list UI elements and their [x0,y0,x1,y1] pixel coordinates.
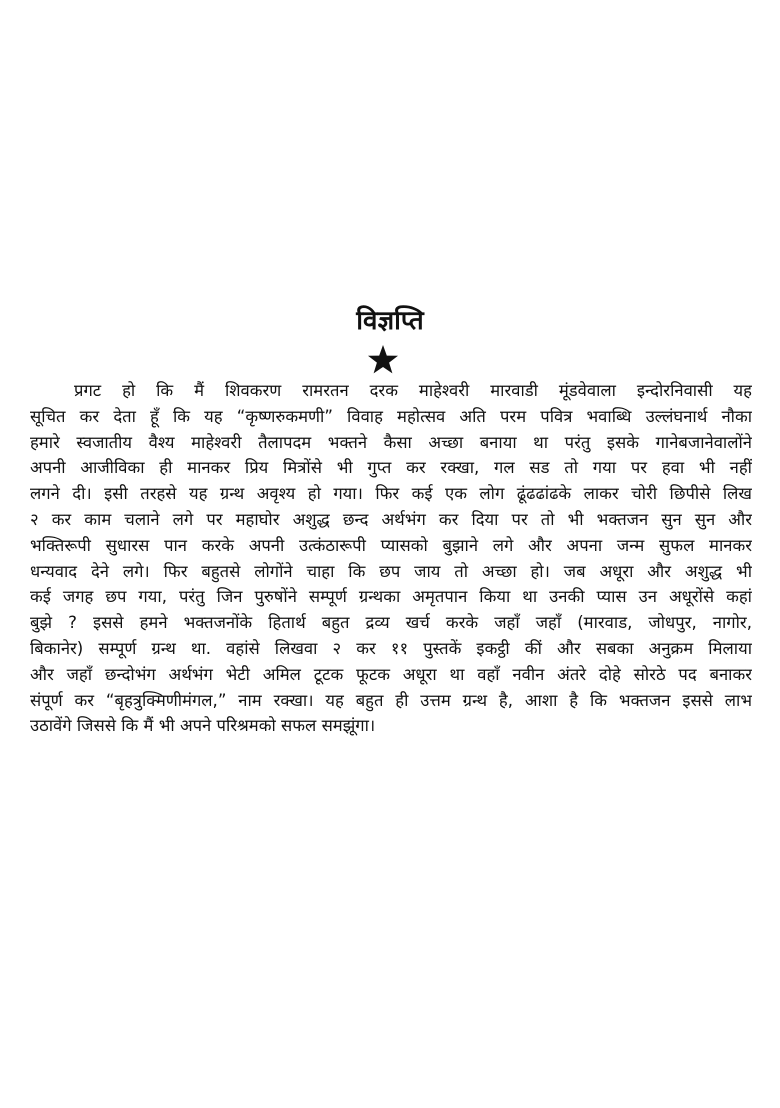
paragraph-line: कई जगह छप गया, परंतु जिन पुरुषोंने सम्पूर्ण ग्रन्थका अमृतपान किया था उनकी प्यास उन अधूरोंसे कहां [30,587,752,607]
star-icon [367,344,399,376]
paragraph-line: सूचित कर देता हूँ कि यह “कृष्णरुकमणी” विवाह महोत्सव अति परम पवित्र भवाब्धि उल्लंघनार्थ नौका [30,406,752,426]
paragraph-line: धन्यवाद देने लगे। फिर बहुतसे लोगोंने चाहा कि छप जाय तो अच्छा हो। जब अधूरा और अशुद्ध भी [30,561,752,581]
page-title: विज्ञप्ति [356,306,424,336]
paragraph-line: बिकानेर) सम्पूर्ण ग्रन्थ था. वहांसे लिखवा २ कर ११ पुस्तकें इकट्ठी कीं और सबका अनुक्रम मिलाया [30,638,752,658]
paragraph-line: भक्तिरूपी सुधारस पान करके अपनी उत्कंठारूपी प्यासको बुझाने लगे और अपना जन्म सुफल मानकर [30,535,752,555]
notice-paragraph [30,378,752,739]
paragraph-line: बुझे ? इससे हमने भक्तजनोंके हितार्थ बहुत द्रव्य खर्च करके जहाँ जहाँ (मारवाड, जोधपुर, नागोर, [30,613,752,633]
paragraph-line: प्रगट हो कि मैं शिवकरण रामरतन दरक माहेश्वरी मारवाडी मूंडवेवाला इन्दोरनिवासी यह [74,381,752,400]
paragraph-line: संपूर्ण कर “बृहत्रुक्मिणीमंगल,” नाम रक्खा। यह बहुत ही उत्तम ग्रन्थ है, आशा है कि भक्तजन इससे लाभ [30,690,752,710]
paragraph-line: अपनी आजीविका ही मानकर प्रिय मित्रोंसे भी गुप्त कर रक्खा, गल सड तो गया पर हवा भी नहीं [30,458,752,478]
paragraph-line: उठावेंगे जिससे कि मैं भी अपने परिश्रमको सफल समझूंगा। [30,716,376,736]
paragraph-line: २ कर काम चलाने लगे पर महाघोर अशुद्ध छन्द अर्थभंग कर दिया पर तो भी भक्तजन सुन सुन और [30,509,752,529]
paragraph-line: हमारे स्वजातीय वैश्य माहेश्वरी तैलापदम भक्तने कैसा अच्छा बनाया था परंतु इसके गानेबजानेवालोंने [30,432,752,452]
paragraph-line: लगने दी। इसी तरहसे यह ग्रन्थ अवृश्य हो गया। फिर कई एक लोग ढूंढढांढके लाकर चोरी छिपीसे लिख [30,484,752,504]
paragraph-line: और जहाँ छन्दोभंग अर्थभंग भेटी अमिल टूटक फूटक अधूरा था वहाँ नवीन अंतरे दोहे सोरठे पद बनाकर [30,664,752,684]
